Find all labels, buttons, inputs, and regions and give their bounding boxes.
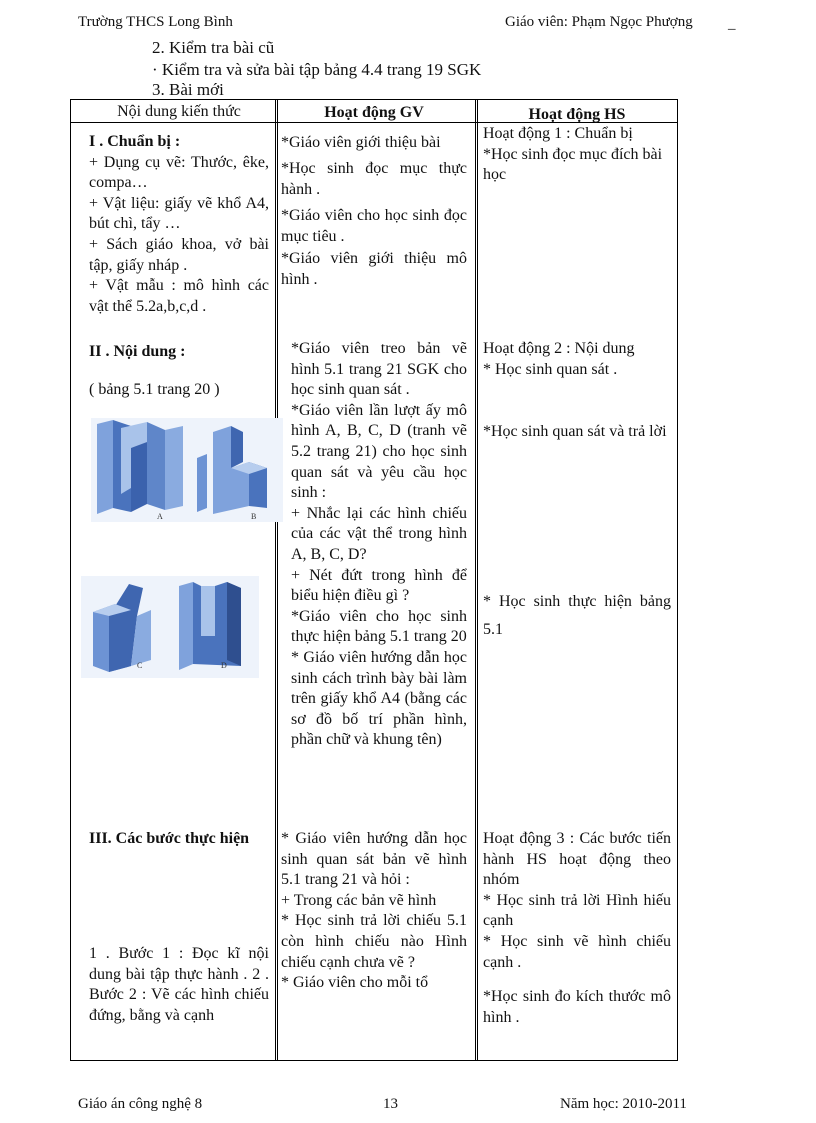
teacher-note: *Giáo viên cho học sinh thực hiện bảng 5.1 trang 20 xyxy=(291,607,467,646)
school-year: Năm học: 2010-2011 xyxy=(560,1096,687,1112)
lesson-table xyxy=(70,99,678,1061)
table-reference: ( bảng 5.1 trang 20 ) xyxy=(89,381,220,398)
section-2-title: II . Nội dung : xyxy=(89,343,186,360)
student-activity-block-3 xyxy=(483,829,671,1028)
teacher-note: *Giáo viên lần lượt ấy mô hình A, B, C, D (tranh vẽ 5.2 trang 21) cho học sinh quan sát và yêu cầu học sinh : xyxy=(291,401,467,502)
header-student-activity: Hoạt động HS xyxy=(528,106,626,123)
content-column xyxy=(89,132,269,317)
student-activity-block-2 xyxy=(483,339,671,380)
teacher-note: * Giáo viên hướng dẫn học sinh cách trình bày bài làm trên giấy khổ A4 (bằng các sơ đồ bố trí phần hình, phần chữ và khung tên) xyxy=(291,648,467,749)
teacher-note: + Trong các bản vẽ hình xyxy=(281,891,437,909)
teacher-activity-block-1 xyxy=(281,132,467,291)
fig-label-c: C xyxy=(137,661,143,670)
student-note: *Học sinh quan sát và trả lời xyxy=(483,423,667,440)
steps-text: 1 . Bước 1 : Đọc kĩ nội dung bài tập thực hành . 2 . Bước 2 : Vẽ các hình chiếu đứng, bằng và cạnh xyxy=(89,945,269,1024)
column-divider xyxy=(475,100,476,1060)
column-divider xyxy=(477,100,478,1060)
prep-item: + Sách giáo khoa, vở bài tập, giấy nháp . xyxy=(89,235,269,274)
student-note: * Học sinh quan sát . xyxy=(483,360,618,378)
section-1-title: I . Chuẩn bị : xyxy=(89,133,181,150)
student-note: *Học sinh đo kích thước mô hình . xyxy=(483,988,671,1026)
fig-label-d: D xyxy=(221,661,227,670)
model-d-shape xyxy=(179,582,241,670)
student-note: * Học sinh vẽ hình chiếu cạnh . xyxy=(483,932,671,971)
student-note: Hoạt động 1 : Chuẩn bị xyxy=(483,125,633,142)
teacher-note: + Nét đứt trong hình để biểu hiện điều gì ? xyxy=(291,566,467,605)
student-note: * Học sinh trả lời Hình hiếu cạnh xyxy=(483,891,671,930)
student-note: Hoạt động 3 : Các bước tiến hành HS hoạt động theo nhóm xyxy=(483,830,671,889)
fig-label-b: B xyxy=(251,512,257,521)
prep-item: + Vật mẫu : mô hình các vật thể 5.2a,b,c,d . xyxy=(89,277,269,315)
fig-label-a: A xyxy=(157,512,163,521)
column-divider xyxy=(277,100,278,1060)
model-figure-ab xyxy=(91,418,283,522)
school-name: Trường THCS Long Bình xyxy=(78,14,233,30)
header-teacher-activity: Hoạt động GV xyxy=(324,104,424,121)
student-note: *Học sinh đọc mục đích bài học xyxy=(483,145,663,184)
teacher-activity-block-3 xyxy=(281,829,467,994)
model-a-shape xyxy=(97,420,183,514)
teacher-note: *Giáo viên treo bản vẽ hình 5.1 trang 21 SGK cho học sinh quan sát . xyxy=(291,340,467,399)
teacher-note: * Giáo viên hướng dẫn học sinh quan sát bản vẽ hình 5.1 trang 21 và hỏi : xyxy=(281,830,467,889)
teacher-note: *Giáo viên cho học sinh đọc mục tiêu . xyxy=(281,206,467,245)
teacher-activity-block-2 xyxy=(291,339,467,751)
header-content: Nội dung kiến thức xyxy=(117,103,241,120)
teacher-note: * Học sinh trả lời chiếu 5.1 còn hình chiếu nào Hình chiếu cạnh chưa vẽ ? xyxy=(281,912,467,971)
intro-line-1: 2. Kiểm tra bài cũ xyxy=(152,38,275,57)
student-note: Hoạt động 2 : Nội dung xyxy=(483,340,635,357)
teacher-note: *Giáo viên giới thiệu bài xyxy=(281,134,441,151)
teacher-note: *Học sinh đọc mục thực hành . xyxy=(281,159,467,198)
model-figure-cd xyxy=(81,576,259,678)
header-mark: _ xyxy=(728,16,736,32)
section-3-title: III. Các bước thực hiện xyxy=(89,830,250,847)
teacher-note: + Nhắc lại các hình chiếu của các vật thể trong hình A, B, C, D? xyxy=(291,504,467,563)
student-activity-block-1 xyxy=(483,124,671,186)
student-note: * Học sinh thực hiện bảng 5.1 xyxy=(483,593,671,638)
page-number: 13 xyxy=(383,1096,398,1112)
intro-line-2: · Kiểm tra và sửa bài tập bảng 4.4 trang 19 SGK xyxy=(152,60,482,79)
footer-subject: Giáo án công nghệ 8 xyxy=(78,1096,203,1112)
teacher-note: *Giáo viên giới thiệu mô hình . xyxy=(281,249,467,288)
column-divider xyxy=(275,100,276,1060)
prep-item: + Dụng cụ vẽ: Thước, êke, compa… xyxy=(89,153,269,192)
intro-line-3: 3. Bài mới xyxy=(152,80,224,99)
prep-item: + Vật liệu: giấy vẽ khổ A4, bút chì, tẩy … xyxy=(89,194,269,233)
teacher-name: Giáo viên: Phạm Ngọc Phượng xyxy=(505,14,693,30)
teacher-note: * Giáo viên cho mỗi tổ xyxy=(281,974,429,992)
